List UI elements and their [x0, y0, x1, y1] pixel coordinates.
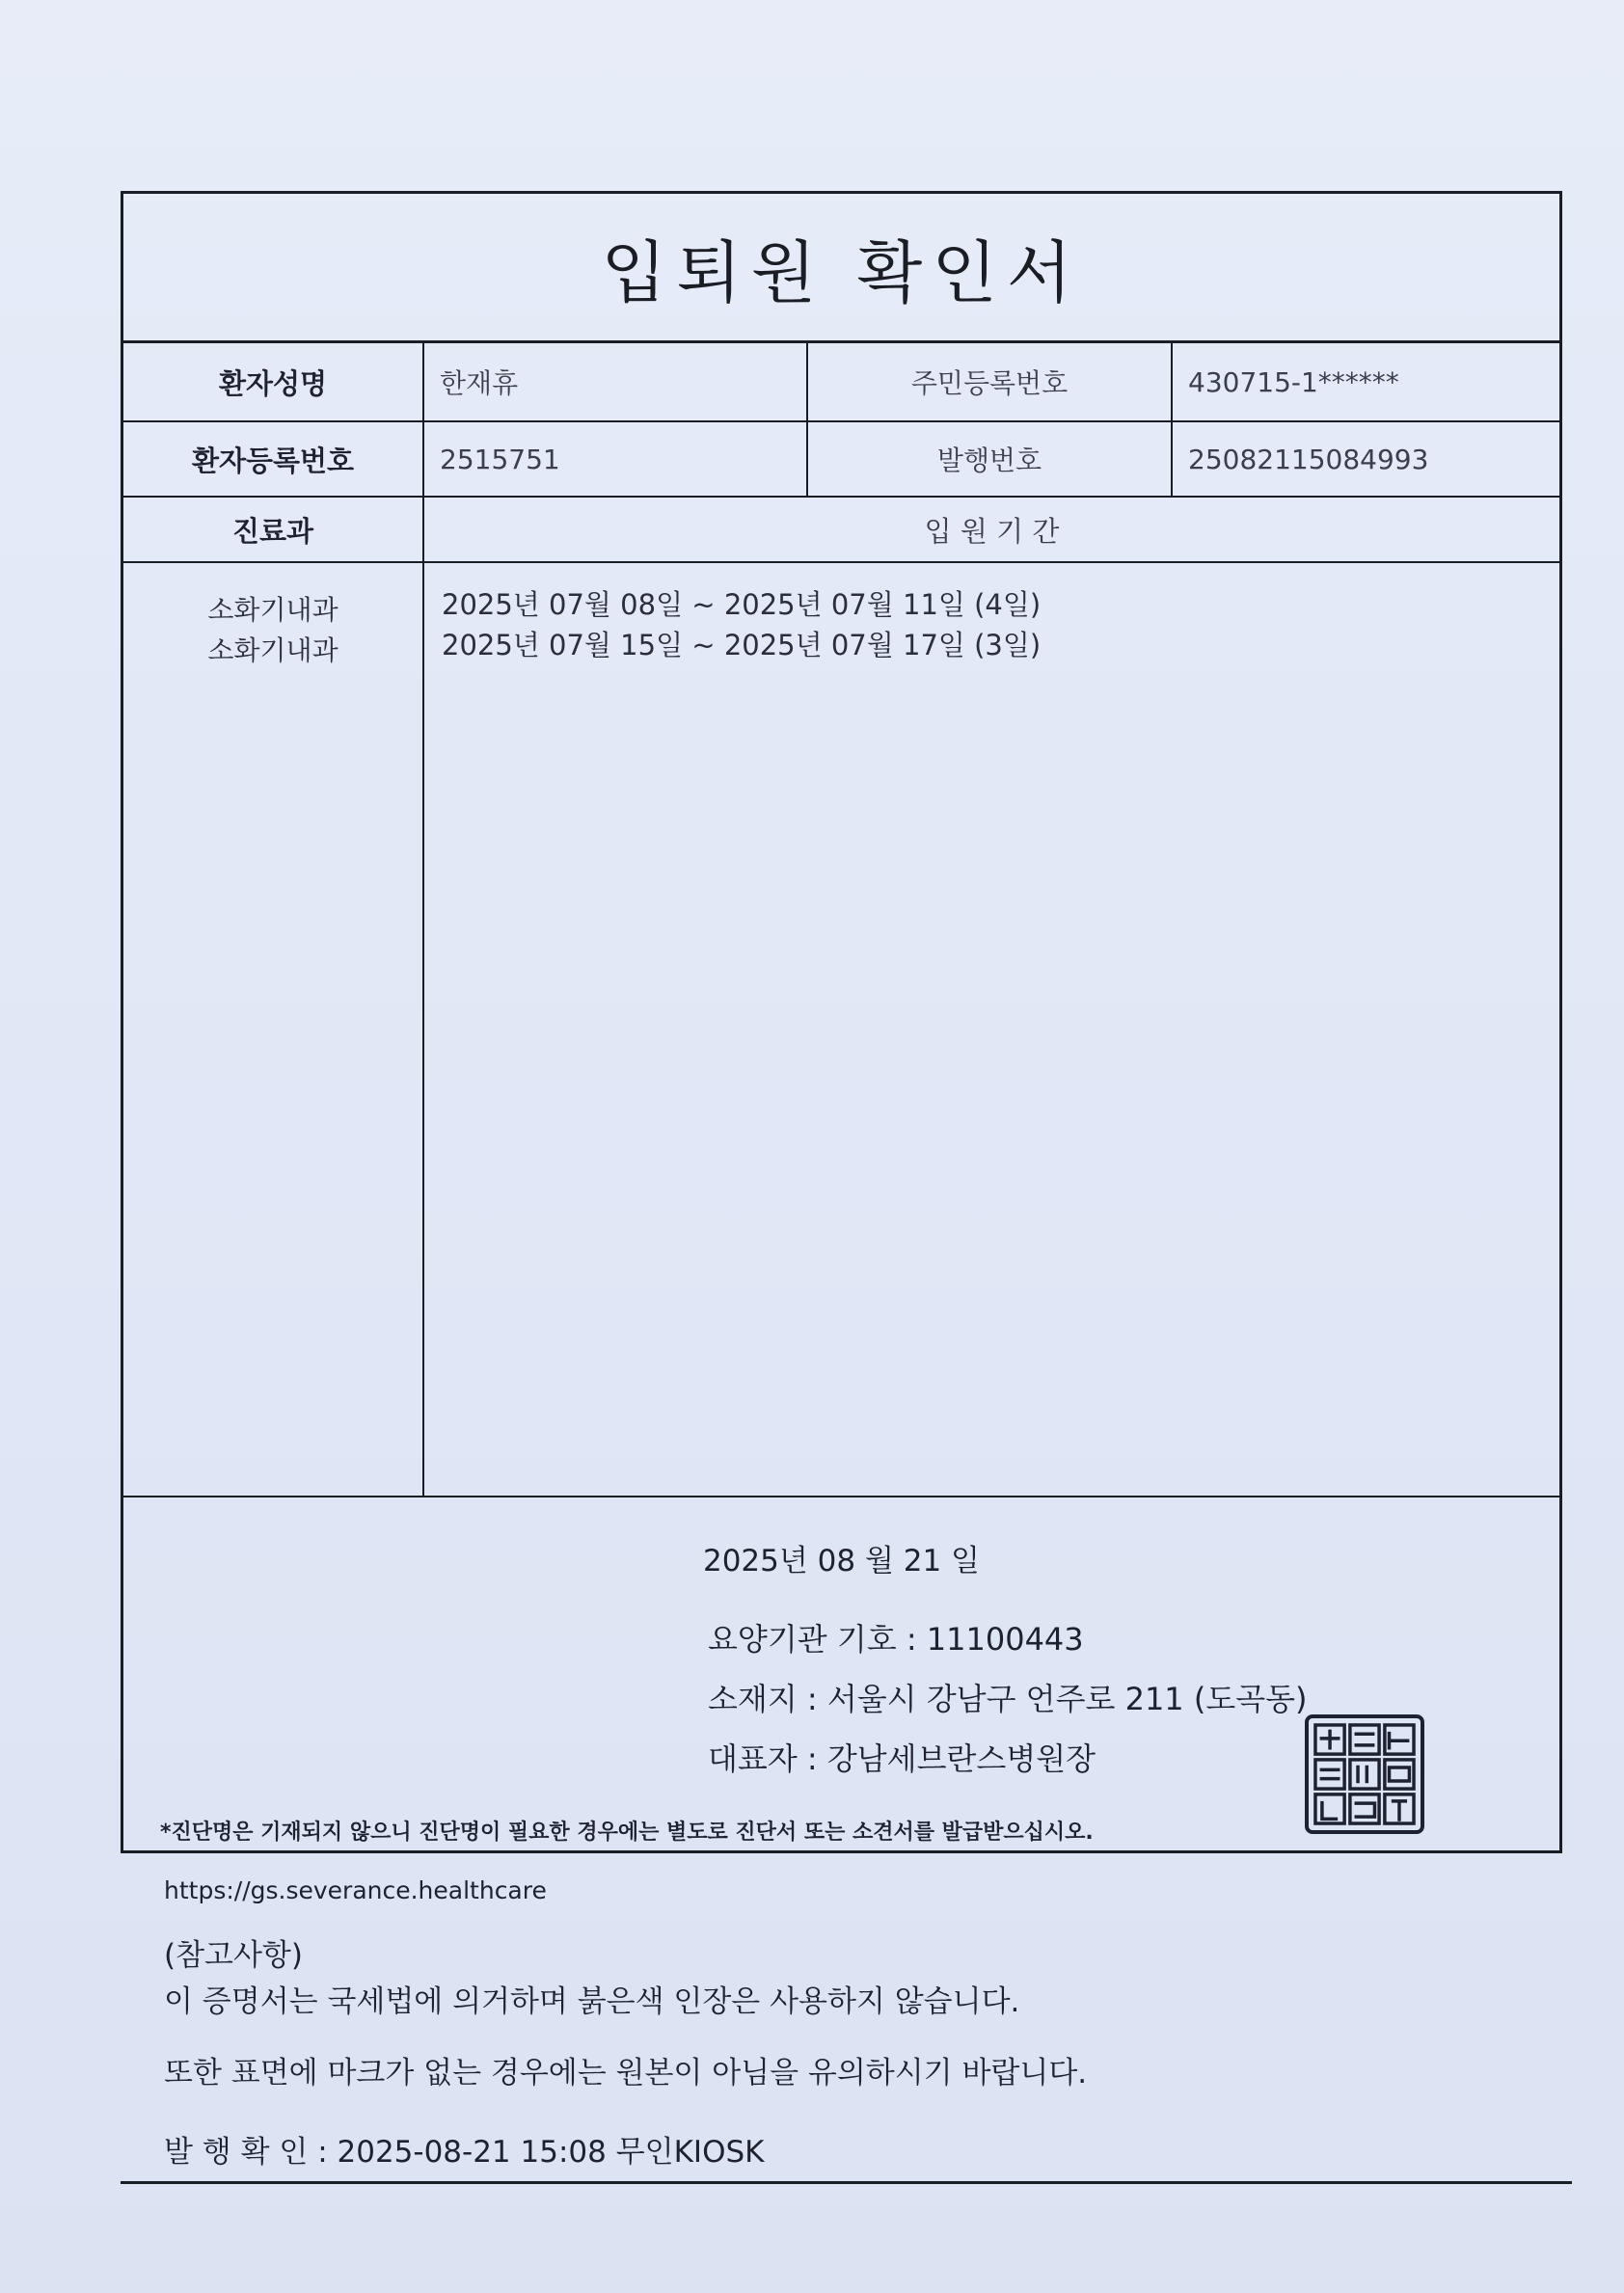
period-list: [422, 563, 1559, 1496]
hospital-address: 소재지 : 서울시 강남구 언주로 211 (도곡동): [708, 1681, 1308, 1717]
hospital-url: https://gs.severance.healthcare: [164, 1876, 547, 1904]
issuance-confirmation: 발 행 확 인 : 2025-08-21 15:08 무인KIOSK: [164, 2135, 765, 2170]
registration-row: [123, 422, 1559, 498]
registration-label: 환자등록번호: [191, 444, 355, 477]
issue-number-value: 25082115084993: [1171, 422, 1559, 496]
reference-title: (참고사항): [164, 1938, 303, 1973]
diagnosis-notice: *진단명은 기재되지 않으니 진단명이 필요한 경우에는 별도로 진단서 또는 소견서를 발급받으십시오.: [160, 1821, 1094, 1845]
department-entry: 소화기내과: [207, 634, 338, 666]
table-header-row: [123, 498, 1559, 563]
document-title: 입퇴원 확인서: [123, 194, 1559, 343]
patient-name-value: 한재휴: [422, 343, 806, 420]
certificate-form: [121, 191, 1562, 1853]
rrn-value: 430715-1******: [1171, 343, 1559, 420]
admission-body-row: [123, 563, 1559, 1497]
department-list: [123, 563, 422, 1496]
department-header: 진료과: [231, 514, 314, 548]
issue-date: 2025년 08 월 21 일: [702, 1544, 981, 1578]
period-entry: 2025년 07월 15일 ~ 2025년 07월 17일 (3일): [442, 629, 1042, 661]
period-entry: 2025년 07월 08일 ~ 2025년 07월 11일 (4일): [442, 588, 1042, 621]
issue-number-label: 발행번호: [806, 422, 1171, 496]
hospital-seal-icon: [1305, 1714, 1424, 1834]
registration-value: 2515751: [422, 422, 806, 496]
reference-line-1: 이 증명서는 국세법에 의거하며 붉은색 인장은 사용하지 않습니다.: [164, 1984, 1020, 2019]
bottom-divider: [121, 2181, 1572, 2184]
rrn-label: 주민등록번호: [806, 343, 1171, 420]
institution-code: 요양기관 기호 : 11100443: [708, 1621, 1084, 1658]
admission-period-header: 입 원 기 간: [422, 498, 1559, 561]
department-entry: 소화기내과: [207, 594, 338, 626]
patient-name-label: 환자성명: [218, 366, 328, 400]
certificate-footer: [123, 1497, 1559, 1850]
hospital-representative: 대표자 : 강남세브란스병원장: [708, 1740, 1096, 1777]
reference-line-2: 또한 표면에 마크가 없는 경우에는 원본이 아님을 유의하시기 바랍니다.: [164, 2056, 1088, 2091]
patient-name-row: [123, 343, 1559, 422]
